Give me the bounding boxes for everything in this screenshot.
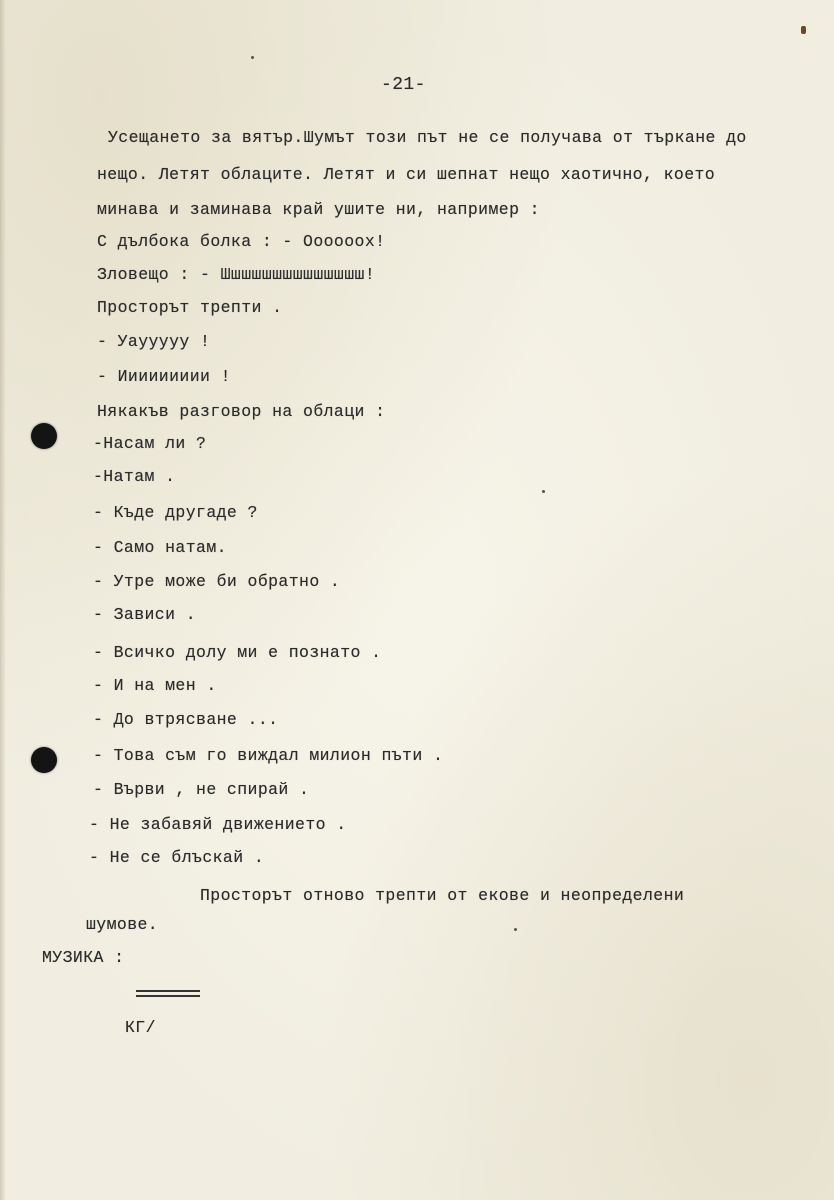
text-line-4: С дълбока болка : - Оооооох! bbox=[97, 232, 386, 251]
text-line-15: - Зависи . bbox=[93, 605, 197, 624]
text-line-21: - Не забавяй движението . bbox=[89, 815, 347, 834]
text-line-11: -Натам . bbox=[93, 467, 176, 486]
rule-line-top bbox=[136, 990, 200, 992]
text-line-7: - Уаууууу ! bbox=[97, 332, 211, 351]
punch-hole-upper bbox=[31, 423, 57, 449]
text-line-14: - Утре може би обратно . bbox=[93, 572, 341, 591]
text-line-13: - Само натам. bbox=[93, 538, 227, 557]
text-line-22: - Не се блъскай . bbox=[89, 848, 265, 867]
text-line-24: шумове. bbox=[86, 915, 159, 934]
text-line-3: минава и заминава край ушите ни, например : bbox=[97, 200, 540, 219]
page-edge-shadow bbox=[0, 0, 6, 1200]
punch-hole-lower bbox=[31, 747, 57, 773]
text-line-19: - Това съм го виждал милион пъти . bbox=[93, 746, 444, 765]
text-line-8: - Иииииииии ! bbox=[97, 367, 231, 386]
text-line-18: - До втрясване ... bbox=[93, 710, 279, 729]
corner-ink-mark bbox=[801, 26, 806, 34]
text-line-5: Зловещо : - Шшшшшшшшшшшшшш! bbox=[97, 265, 376, 284]
text-line-12: - Къде другаде ? bbox=[93, 503, 258, 522]
text-line-17: - И на мен . bbox=[93, 676, 217, 695]
text-line-2: нещо. Летят облаците. Летят и си шепнат нещо хаотично, което bbox=[97, 165, 716, 184]
text-line-6: Просторът трепти . bbox=[97, 298, 283, 317]
text-line-20: - Върви , не спирай . bbox=[93, 780, 310, 799]
text-line-16: - Всичко долу ми е познато . bbox=[93, 643, 382, 662]
initials-signoff: КГ/ bbox=[125, 1018, 156, 1037]
ink-speck bbox=[251, 56, 254, 59]
strikethrough-rule bbox=[136, 990, 200, 998]
text-line-9: Някакъв разговор на облаци : bbox=[97, 402, 386, 421]
text-line-23: Просторът отново трепти от екове и неопределени bbox=[200, 886, 685, 905]
music-heading: МУЗИКА : bbox=[42, 948, 125, 967]
rule-line-bottom bbox=[136, 995, 200, 997]
ink-speck bbox=[514, 928, 517, 931]
text-line-1: Усещането за вятър.Шумът този път не се получава от търкане до bbox=[108, 128, 747, 147]
page-number: -21- bbox=[381, 75, 426, 95]
text-line-10: -Насам ли ? bbox=[93, 434, 207, 453]
ink-speck bbox=[542, 490, 545, 493]
